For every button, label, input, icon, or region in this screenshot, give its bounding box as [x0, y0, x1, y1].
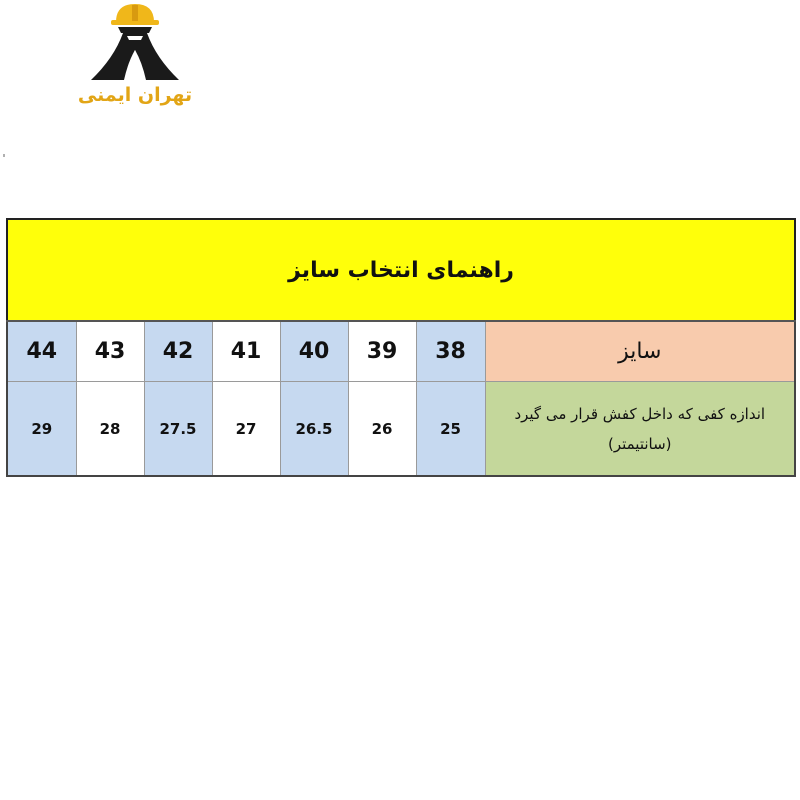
cm-cell-38: 25 [416, 382, 485, 477]
hardhat-tower-logo-icon [86, 0, 184, 84]
size-guide-table [6, 218, 796, 477]
brand-name: تهران ایمنی [77, 84, 193, 106]
size-cell-43: 43 [76, 321, 144, 382]
cm-cell-39: 26 [348, 382, 416, 477]
size-cell-44: 44 [7, 321, 76, 382]
size-row-label: سایز [485, 321, 795, 382]
cm-cell-44: 29 [7, 382, 76, 477]
size-row [7, 321, 795, 382]
cm-cell-41: 27 [212, 382, 280, 477]
size-cell-38: 38 [416, 321, 485, 382]
cm-cell-43: 28 [76, 382, 144, 477]
size-cell-41: 41 [212, 321, 280, 382]
size-cell-39: 39 [348, 321, 416, 382]
insole-length-row [7, 382, 795, 477]
cm-cell-42: 27.5 [144, 382, 212, 477]
table-title: راهنمای انتخاب سایز [7, 219, 795, 321]
stray-mark [3, 154, 5, 157]
brand-logo [70, 0, 200, 120]
size-cell-40: 40 [280, 321, 348, 382]
insole-length-label: اندازه کفی که داخل کفش قرار می گیرد (سانتیمتر) [485, 382, 795, 477]
title-row [7, 219, 795, 321]
size-cell-42: 42 [144, 321, 212, 382]
cm-cell-40: 26.5 [280, 382, 348, 477]
